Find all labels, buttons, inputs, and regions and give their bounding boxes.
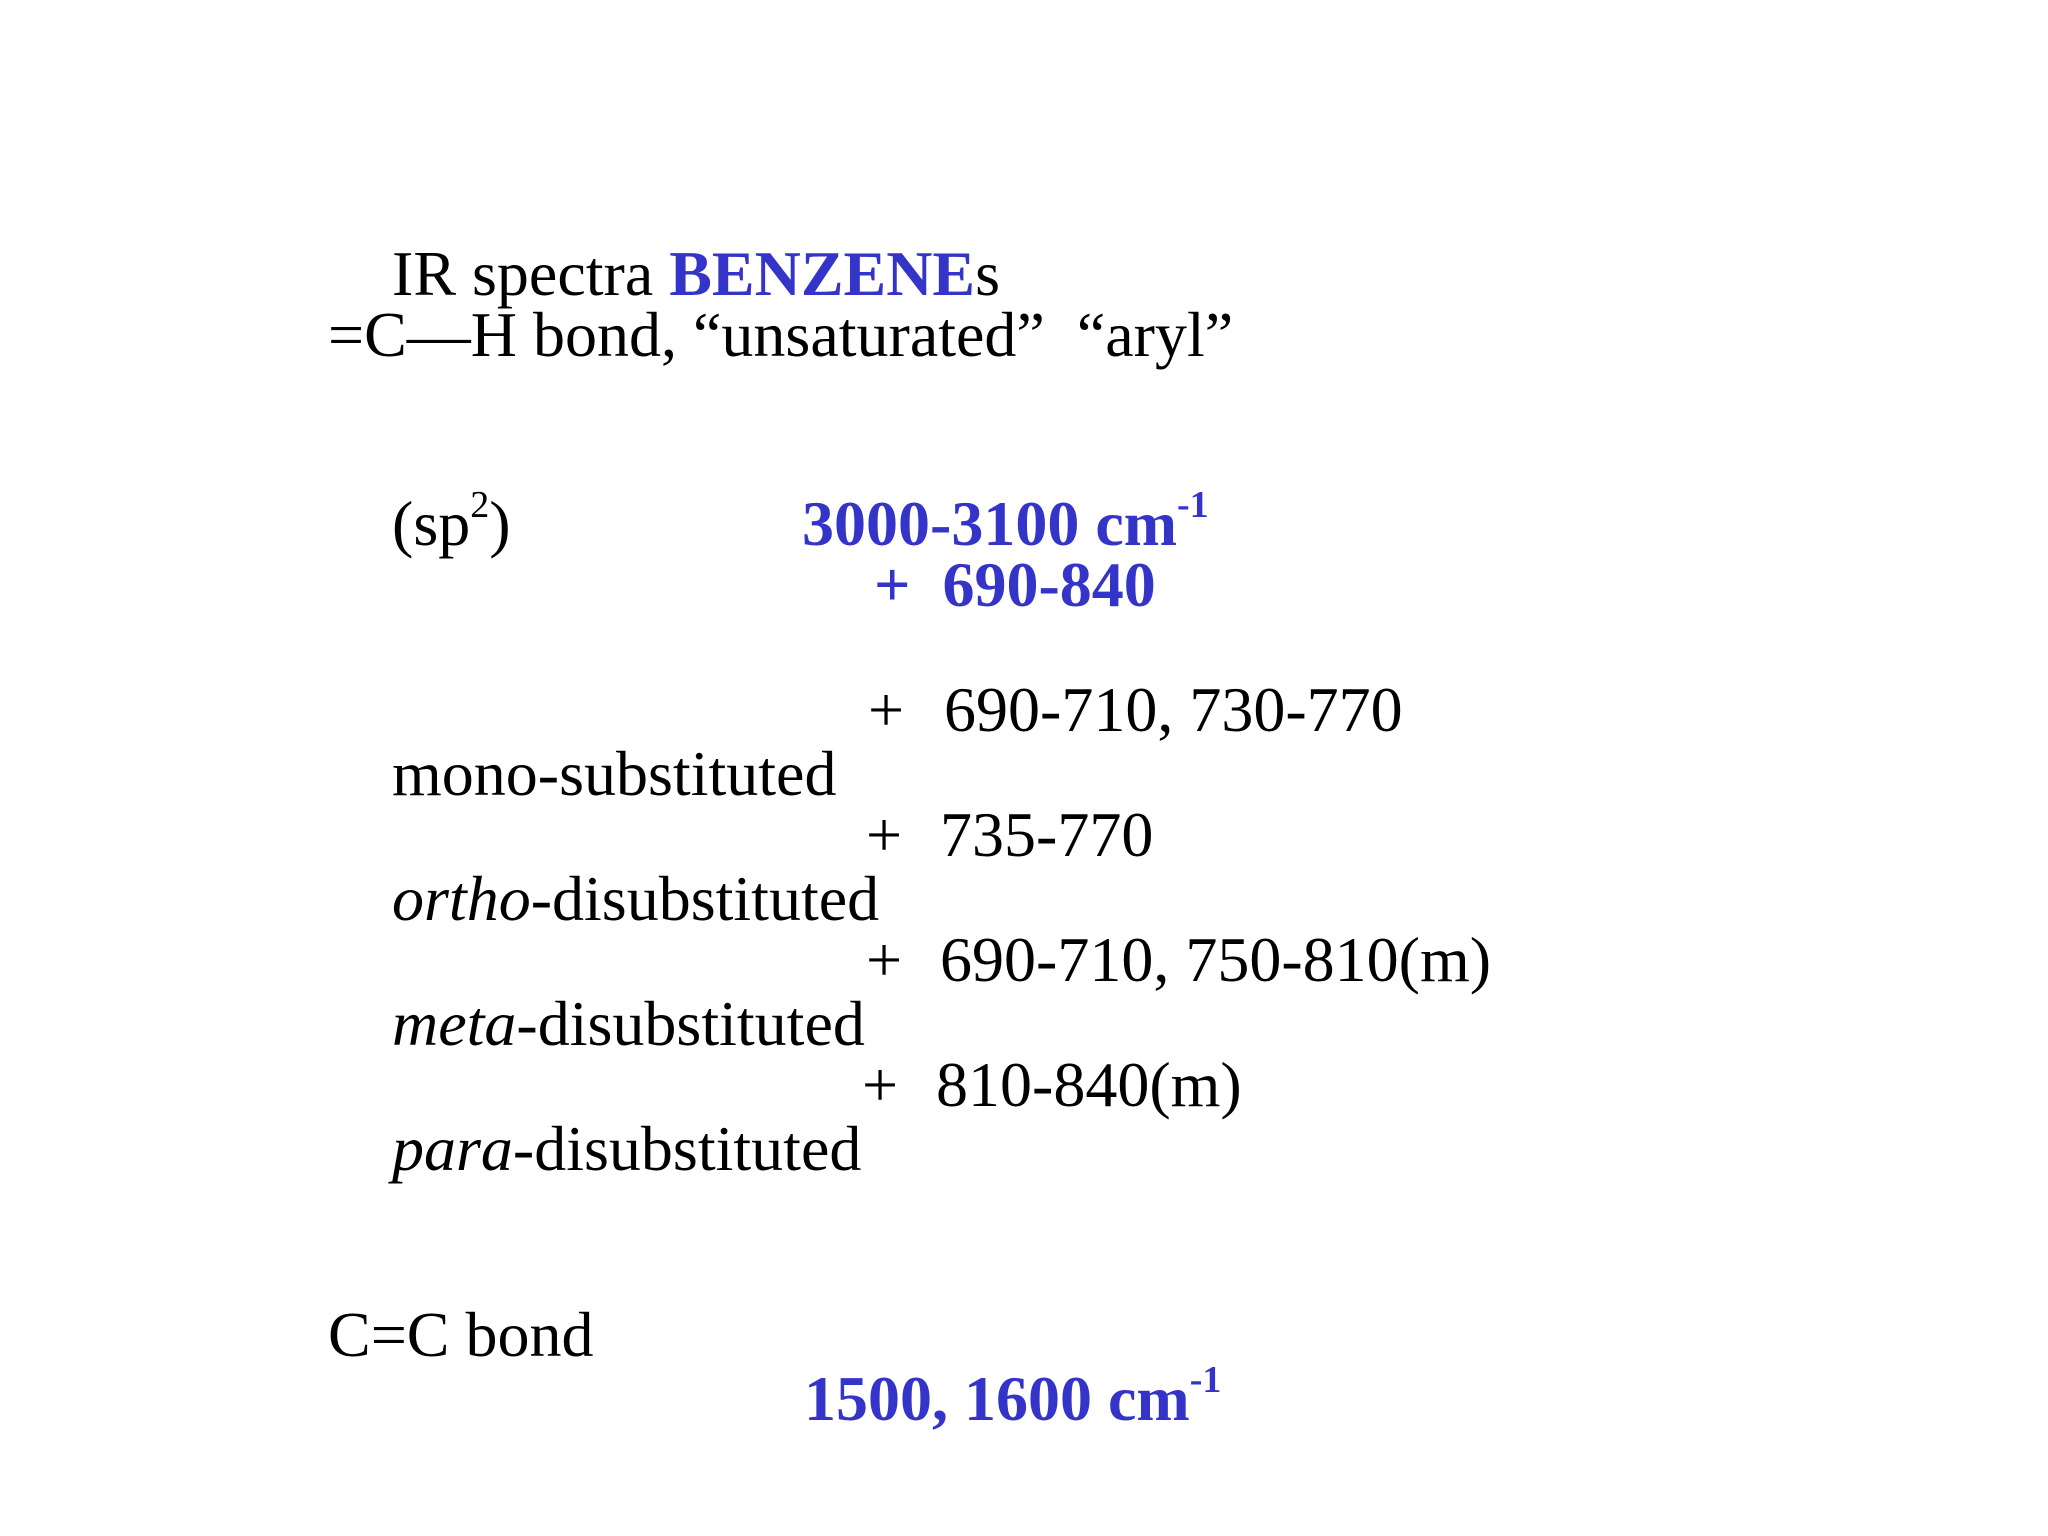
sp2-open: (sp	[392, 488, 471, 559]
sp2-value-sup: -1	[1177, 484, 1209, 526]
title-highlight: BENZENE	[669, 238, 976, 309]
cc-bond-label: C=C bond	[328, 1299, 594, 1370]
cc-bond-value-sup: -1	[1189, 1359, 1222, 1401]
mono-plus: +	[868, 674, 905, 745]
para-plus: +	[862, 1049, 899, 1120]
title-suffix: s	[975, 238, 1000, 309]
para-disubstituted-label	[328, 1053, 861, 1245]
mono-range: 690-710, 730-770	[944, 674, 1403, 745]
mono-prefix: mono-substituted	[392, 738, 837, 809]
para-italic: para	[392, 1113, 513, 1184]
ortho-plus: +	[866, 799, 903, 870]
meta-italic: meta	[392, 988, 517, 1059]
ortho-rest: -disubstituted	[530, 863, 880, 934]
sp2-value-text: 3000-3100 cm	[802, 488, 1178, 559]
cc-bond-value-text: 1500, 1600 cm	[804, 1363, 1190, 1434]
sp2-close: )	[489, 488, 511, 559]
cc-bond-value	[740, 1303, 1221, 1495]
title-prefix: IR spectra	[392, 238, 670, 309]
para-range: 810-840(m)	[936, 1049, 1242, 1120]
para-rest: -disubstituted	[512, 1113, 862, 1184]
meta-plus: +	[866, 924, 903, 995]
sp2-label	[328, 428, 511, 620]
meta-rest: -disubstituted	[516, 988, 865, 1059]
ortho-range: 735-770	[940, 799, 1154, 870]
ortho-italic: ortho	[392, 863, 531, 934]
ch-bond-line: =C—H bond, “unsaturated” “aryl”	[328, 299, 1234, 370]
plus-range: + 690-840	[874, 549, 1156, 620]
meta-range: 690-710, 750-810(m)	[940, 924, 1492, 995]
sp2-sup: 2	[470, 484, 490, 526]
